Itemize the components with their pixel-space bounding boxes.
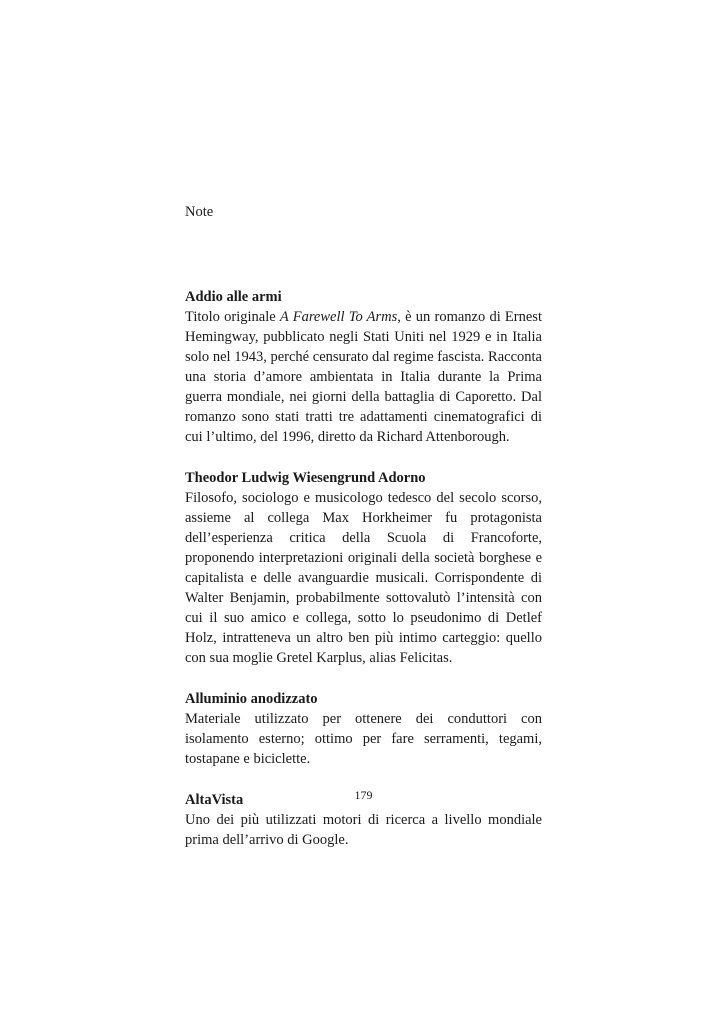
section-title: Note <box>185 204 214 220</box>
definition-text: Titolo originale <box>185 309 280 325</box>
entry-term: Alluminio anodizzato <box>185 691 318 707</box>
entry-definition: Filosofo, sociologo e musicologo tedesco del secolo scorso, assieme al collega Max Horkheimer fu protagonista dell’esperienza critica della Scuola di Francoforte, proponendo interpretazioni originali della società borghese e capitalista e delle avanguardie musicali. Corrispondente di Walter Benjamin, probabilmente sottovalutò l’intensità con cui il suo amico e collega, sotto lo pseudonimo di Detlef Holz, intratteneva un altro ben più intimo carteggio: quello con sua moglie Gretel Karplus, alias Felicitas. <box>185 490 542 666</box>
page-number: 179 <box>354 788 373 802</box>
book-page <box>185 0 542 1024</box>
definition-text: , è un romanzo di Ernest Hemingway, pubblicato negli Stati Uniti nel 1929 e in Italia solo nel 1943, perché censurato dal regime fascista. Racconta una storia d’amore ambientata in Italia durante la Prima guerra mondiale, nei giorni della battaglia di Caporetto. Dal romanzo sono stati tratti tre adattamenti cinematografici di cui l’ultimo, del 1996, diretto da Richard Attenborough. <box>185 309 542 445</box>
entry-definition <box>185 307 542 447</box>
glossary-entry-alluminio-anodizzato <box>185 689 542 769</box>
glossary-entry-addio-alle-armi <box>185 287 542 447</box>
glossary-entries <box>185 287 542 871</box>
entry-definition: Uno dei più utilizzati motori di ricerca a livello mondiale prima dell’arrivo di Google. <box>185 812 542 848</box>
entry-definition: Materiale utilizzato per ottenere dei conduttori con isolamento esterno; ottimo per fare serramenti, tegami, tostapane e biciclette. <box>185 711 542 767</box>
entry-term: AltaVista <box>185 792 244 808</box>
entry-term: Theodor Ludwig Wiesengrund Adorno <box>185 470 426 486</box>
entry-term: Addio alle armi <box>185 289 282 305</box>
italic-title: A Farewell To Arms <box>279 309 398 325</box>
glossary-entry-adorno <box>185 468 542 668</box>
